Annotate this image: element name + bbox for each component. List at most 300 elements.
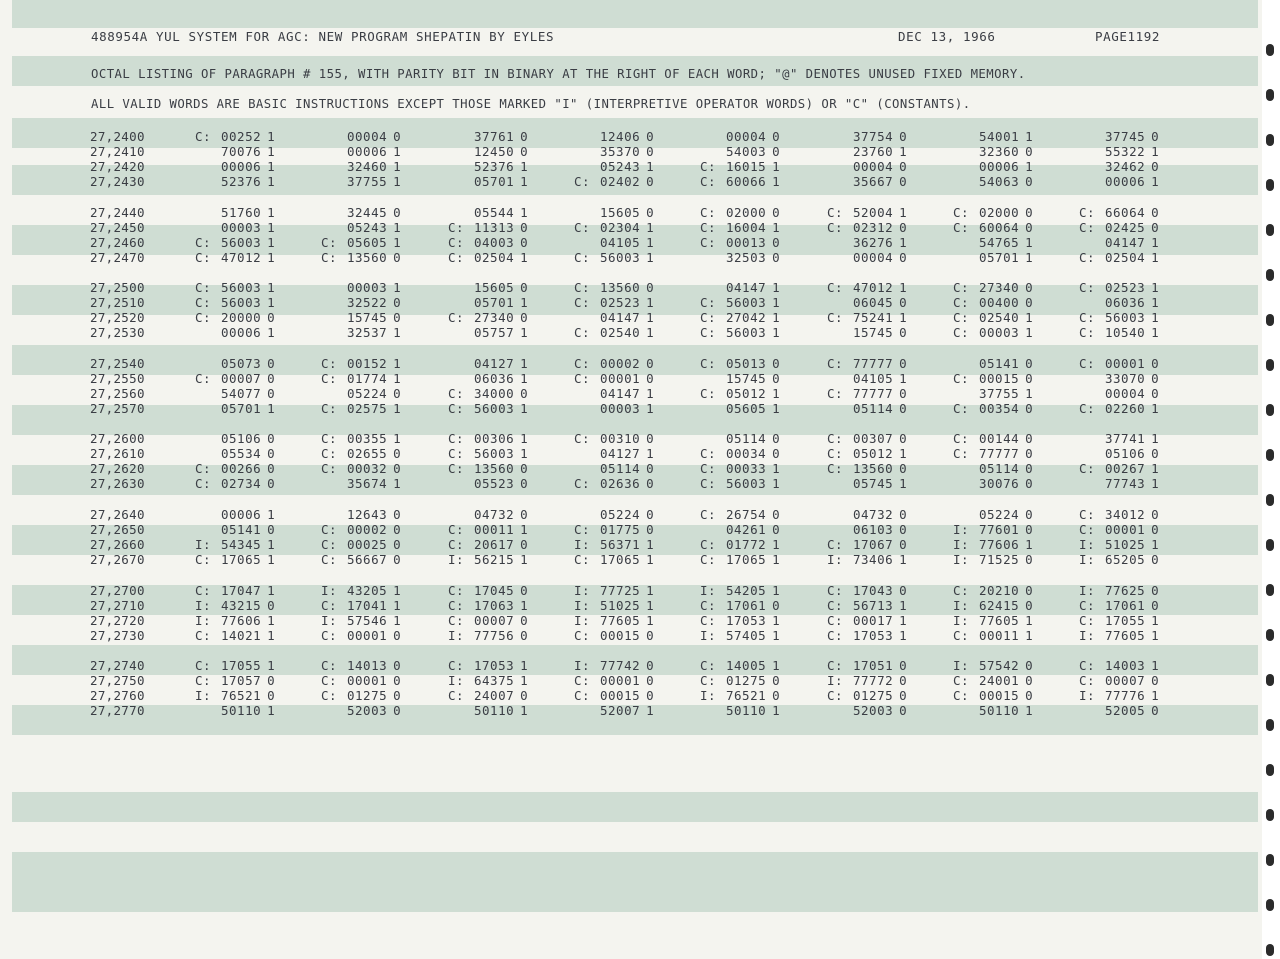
word-type-marker: C: [827, 658, 844, 674]
octal-value: 00007 [1105, 673, 1146, 689]
octal-value: 17061 [726, 597, 767, 613]
octal-word [1079, 476, 1159, 491]
octal-value: 06036 [474, 370, 515, 386]
word-type-marker: I: [953, 522, 970, 537]
parity-bit: 1 [520, 703, 529, 719]
octal-value: 05012 [853, 446, 894, 462]
word-type-marker: C: [700, 552, 717, 567]
octal-value: 00025 [347, 537, 388, 552]
octal-value: 77606 [221, 612, 262, 628]
octal-word [700, 401, 780, 416]
octal-word [574, 386, 654, 401]
octal-value: 32460 [347, 159, 388, 174]
octal-word [195, 310, 275, 325]
octal-word [953, 174, 1033, 189]
octal-value: 00354 [979, 400, 1020, 416]
feed-hole [1266, 809, 1274, 821]
octal-value: 30076 [979, 476, 1020, 492]
parity-bit: 1 [393, 370, 402, 386]
parity-bit: 0 [520, 612, 529, 628]
octal-value: 17051 [853, 658, 894, 674]
word-type-marker: C: [321, 658, 338, 674]
parity-bit: 0 [899, 431, 908, 447]
octal-word [700, 507, 780, 522]
word-type-marker: C: [574, 688, 591, 704]
octal-value: 77725 [600, 582, 641, 598]
octal-value: 00001 [600, 370, 641, 386]
octal-word [195, 703, 275, 718]
octal-word [448, 174, 528, 189]
parity-bit: 0 [899, 461, 908, 477]
octal-word [827, 431, 907, 446]
octal-word [1079, 386, 1159, 401]
octal-word [574, 446, 654, 461]
octal-word [195, 371, 275, 386]
octal-value: 37755 [979, 385, 1020, 401]
word-type-marker: C: [700, 204, 717, 220]
parity-bit: 1 [1151, 295, 1160, 311]
parity-bit: 1 [393, 476, 402, 492]
octal-value: 02312 [853, 219, 894, 235]
octal-word [827, 446, 907, 461]
parity-bit: 1 [772, 174, 781, 189]
octal-value: 32503 [726, 249, 767, 265]
octal-value: 17043 [853, 582, 894, 598]
parity-bit: 1 [1025, 612, 1034, 628]
word-type-marker: C: [827, 310, 844, 326]
parity-bit: 0 [899, 537, 908, 552]
parity-bit: 1 [267, 582, 276, 598]
octal-value: 51025 [600, 597, 641, 613]
word-type-marker: C: [321, 446, 338, 462]
octal-word [448, 688, 528, 703]
octal-value: 51760 [221, 204, 262, 220]
octal-word [953, 129, 1033, 144]
feed-hole [1266, 179, 1274, 191]
parity-bit: 1 [1151, 280, 1160, 296]
octal-value: 52376 [221, 174, 262, 189]
octal-word [448, 522, 528, 537]
octal-value: 77606 [979, 537, 1020, 552]
feed-hole [1266, 359, 1274, 371]
word-type-marker: I: [574, 597, 591, 613]
octal-word [700, 174, 780, 189]
memory-address: 27,2510 [90, 295, 145, 311]
parity-bit: 0 [1025, 204, 1034, 220]
octal-word [1079, 673, 1159, 688]
word-type-marker: C: [321, 400, 338, 416]
word-type-marker: C: [827, 204, 844, 220]
word-type-marker: C: [195, 582, 212, 598]
word-type-marker: I: [700, 627, 717, 643]
word-type-marker: I: [321, 612, 338, 628]
word-type-marker: I: [700, 582, 717, 598]
word-type-marker: C: [827, 688, 844, 704]
parity-bit: 0 [1151, 219, 1160, 235]
octal-value: 00002 [600, 355, 641, 371]
octal-value: 24007 [474, 688, 515, 704]
word-type-marker: C: [574, 431, 591, 447]
parity-bit: 0 [646, 355, 655, 371]
octal-word [448, 220, 528, 235]
octal-word [700, 583, 780, 598]
octal-value: 06045 [853, 295, 894, 311]
word-type-marker: C: [321, 597, 338, 613]
octal-value: 04732 [853, 507, 894, 522]
memory-address: 27,2550 [90, 370, 145, 386]
octal-value: 00006 [347, 144, 388, 159]
parity-bit: 0 [899, 295, 908, 311]
octal-value: 05114 [853, 400, 894, 416]
octal-value: 50110 [474, 703, 515, 719]
parity-bit: 0 [646, 688, 655, 704]
word-type-marker: I: [1079, 627, 1096, 643]
octal-word [321, 129, 401, 144]
memory-address: 27,2410 [90, 144, 145, 159]
octal-value: 77605 [1105, 627, 1146, 643]
parity-bit: 0 [1025, 658, 1034, 674]
word-type-marker: C: [953, 400, 970, 416]
octal-word [574, 583, 654, 598]
octal-word [321, 613, 401, 628]
octal-value: 16015 [726, 159, 767, 174]
octal-value: 65205 [1105, 552, 1146, 567]
octal-word [574, 401, 654, 416]
parity-bit: 1 [1151, 310, 1160, 326]
feed-hole [1266, 224, 1274, 236]
octal-word [953, 552, 1033, 567]
octal-value: 37755 [347, 174, 388, 189]
octal-word [321, 628, 401, 643]
parity-bit: 0 [1151, 507, 1160, 522]
octal-value: 05745 [853, 476, 894, 492]
word-type-marker: I: [448, 552, 465, 567]
parity-bit: 0 [1151, 673, 1160, 689]
octal-value: 04732 [474, 507, 515, 522]
parity-bit: 0 [899, 522, 908, 537]
octal-word [195, 159, 275, 174]
octal-value: 32445 [347, 204, 388, 220]
octal-value: 56003 [1105, 310, 1146, 326]
octal-word [195, 401, 275, 416]
parity-bit: 1 [267, 174, 276, 189]
parity-bit: 1 [772, 552, 781, 567]
octal-value: 01772 [726, 537, 767, 552]
word-type-marker: C: [448, 461, 465, 477]
parity-bit: 1 [520, 174, 529, 189]
word-type-marker: C: [700, 658, 717, 674]
memory-address: 27,2770 [90, 703, 145, 719]
memory-address: 27,2400 [90, 129, 145, 144]
parity-bit: 0 [520, 688, 529, 704]
page-number: PAGE1192 [1095, 29, 1161, 44]
octal-value: 52005 [1105, 703, 1146, 719]
parity-bit: 0 [1025, 446, 1034, 462]
word-type-marker: C: [448, 249, 465, 265]
octal-word [1079, 205, 1159, 220]
parity-bit: 0 [646, 507, 655, 522]
octal-word [195, 688, 275, 703]
parity-bit: 1 [1151, 431, 1160, 447]
octal-word [953, 280, 1033, 295]
parity-bit: 0 [520, 385, 529, 401]
octal-value: 01275 [853, 688, 894, 704]
octal-value: 00004 [853, 249, 894, 265]
parity-bit: 0 [646, 627, 655, 643]
octal-value: 37745 [1105, 129, 1146, 144]
parity-bit: 1 [899, 597, 908, 613]
octal-word [574, 431, 654, 446]
word-type-marker: C: [321, 537, 338, 552]
parity-bit: 0 [772, 597, 781, 613]
word-type-marker: C: [953, 431, 970, 447]
octal-word [700, 250, 780, 265]
parity-bit: 1 [772, 582, 781, 598]
word-type-marker: I: [953, 552, 970, 567]
octal-word [448, 205, 528, 220]
octal-value: 05073 [221, 355, 262, 371]
word-type-marker: C: [953, 219, 970, 235]
octal-value: 00003 [979, 325, 1020, 341]
parity-bit: 1 [1151, 627, 1160, 643]
parity-bit: 1 [1151, 612, 1160, 628]
parity-bit: 0 [899, 688, 908, 704]
octal-value: 57405 [726, 627, 767, 643]
parity-bit: 1 [520, 355, 529, 371]
octal-word [827, 129, 907, 144]
octal-word [827, 461, 907, 476]
octal-word [1079, 310, 1159, 325]
octal-value: 34012 [1105, 507, 1146, 522]
octal-value: 33070 [1105, 370, 1146, 386]
memory-address: 27,2530 [90, 325, 145, 341]
octal-value: 77601 [979, 522, 1020, 537]
octal-value: 35674 [347, 476, 388, 492]
octal-word [700, 537, 780, 552]
octal-value: 66064 [1105, 204, 1146, 220]
tractor-feed-strip [1262, 0, 1280, 959]
parity-bit: 1 [772, 295, 781, 311]
octal-word [321, 356, 401, 371]
octal-value: 05523 [474, 476, 515, 492]
word-type-marker: C: [827, 355, 844, 371]
octal-value: 00001 [1105, 355, 1146, 371]
word-type-marker: C: [321, 673, 338, 689]
octal-word [195, 658, 275, 673]
word-type-marker: C: [953, 280, 970, 296]
octal-word [953, 250, 1033, 265]
octal-value: 05224 [600, 507, 641, 522]
octal-word [574, 325, 654, 340]
octal-value: 16004 [726, 219, 767, 235]
octal-word [195, 552, 275, 567]
parity-bit: 1 [772, 537, 781, 552]
parity-bit: 1 [1151, 476, 1160, 492]
octal-word [1079, 537, 1159, 552]
octal-value: 77772 [853, 673, 894, 689]
octal-value: 02523 [600, 295, 641, 311]
octal-word [1079, 159, 1159, 174]
octal-word [195, 613, 275, 628]
memory-address: 27,2620 [90, 461, 145, 477]
parity-bit: 1 [646, 446, 655, 462]
octal-word [700, 129, 780, 144]
octal-word [827, 220, 907, 235]
memory-address: 27,2450 [90, 219, 145, 235]
octal-value: 05114 [600, 461, 641, 477]
word-type-marker: C: [700, 295, 717, 311]
feed-hole [1266, 404, 1274, 416]
parity-bit: 0 [1151, 446, 1160, 462]
parity-bit: 1 [393, 400, 402, 416]
octal-value: 00006 [221, 159, 262, 174]
parity-bit: 0 [1025, 522, 1034, 537]
word-type-marker: C: [195, 658, 212, 674]
parity-bit: 1 [393, 144, 402, 159]
octal-word [321, 688, 401, 703]
parity-bit: 0 [772, 370, 781, 386]
parity-bit: 0 [1151, 703, 1160, 719]
octal-value: 47012 [853, 280, 894, 296]
octal-value: 00001 [347, 627, 388, 643]
word-type-marker: C: [321, 234, 338, 250]
octal-value: 05701 [979, 249, 1020, 265]
word-type-marker: I: [827, 552, 844, 567]
octal-word [195, 431, 275, 446]
octal-word [827, 401, 907, 416]
feed-hole [1266, 539, 1274, 551]
word-type-marker: C: [1079, 507, 1096, 522]
octal-value: 00004 [726, 129, 767, 144]
word-type-marker: I: [953, 658, 970, 674]
word-type-marker: C: [448, 310, 465, 326]
parity-bit: 0 [1025, 370, 1034, 386]
parity-bit: 1 [1025, 234, 1034, 250]
word-type-marker: C: [448, 582, 465, 598]
word-type-marker: C: [195, 280, 212, 296]
parity-bit: 1 [267, 280, 276, 296]
octal-value: 00266 [221, 461, 262, 477]
parity-bit: 0 [899, 174, 908, 189]
octal-value: 00267 [1105, 461, 1146, 477]
octal-word [1079, 703, 1159, 718]
parity-bit: 1 [393, 174, 402, 189]
octal-word [321, 386, 401, 401]
octal-value: 02655 [347, 446, 388, 462]
octal-value: 00310 [600, 431, 641, 447]
octal-value: 77605 [600, 612, 641, 628]
octal-word [195, 386, 275, 401]
parity-bit: 0 [772, 507, 781, 522]
parity-bit: 0 [393, 204, 402, 220]
octal-value: 54077 [221, 385, 262, 401]
octal-word [827, 703, 907, 718]
parity-bit: 1 [646, 703, 655, 719]
feed-hole [1266, 44, 1274, 56]
parity-bit: 1 [520, 400, 529, 416]
octal-word [321, 431, 401, 446]
parity-bit: 1 [899, 476, 908, 492]
memory-address: 27,2440 [90, 204, 145, 220]
word-type-marker: C: [1079, 325, 1096, 341]
word-type-marker: C: [574, 673, 591, 689]
parity-bit: 0 [899, 400, 908, 416]
octal-value: 04147 [600, 385, 641, 401]
octal-value: 15605 [600, 204, 641, 220]
octal-word [700, 220, 780, 235]
octal-value: 50110 [221, 703, 262, 719]
parity-bit: 1 [520, 431, 529, 447]
octal-value: 00034 [726, 446, 767, 462]
word-type-marker: I: [195, 612, 212, 628]
word-type-marker: C: [1079, 249, 1096, 265]
octal-word [448, 537, 528, 552]
octal-word [574, 598, 654, 613]
parity-bit: 1 [899, 234, 908, 250]
octal-value: 00006 [221, 507, 262, 522]
octal-word [448, 598, 528, 613]
octal-value: 51025 [1105, 537, 1146, 552]
octal-word [700, 598, 780, 613]
word-type-marker: C: [321, 461, 338, 477]
octal-value: 00004 [853, 159, 894, 174]
word-type-marker: C: [448, 446, 465, 462]
parity-bit: 1 [899, 280, 908, 296]
octal-value: 55322 [1105, 144, 1146, 159]
word-type-marker: C: [448, 658, 465, 674]
octal-value: 00004 [1105, 385, 1146, 401]
octal-word [448, 658, 528, 673]
octal-word [195, 356, 275, 371]
octal-value: 57542 [979, 658, 1020, 674]
word-type-marker: C: [195, 295, 212, 311]
octal-word [195, 537, 275, 552]
feed-hole [1266, 764, 1274, 776]
octal-value: 54765 [979, 234, 1020, 250]
parity-bit: 0 [393, 658, 402, 674]
word-type-marker: C: [1079, 310, 1096, 326]
octal-value: 37741 [1105, 431, 1146, 447]
memory-address: 27,2610 [90, 446, 145, 462]
octal-word [195, 673, 275, 688]
octal-word [953, 446, 1033, 461]
octal-word [953, 431, 1033, 446]
word-type-marker: I: [195, 537, 212, 552]
word-type-marker: I: [827, 673, 844, 689]
parity-bit: 1 [1151, 461, 1160, 477]
octal-value: 54205 [726, 582, 767, 598]
parity-bit: 1 [520, 673, 529, 689]
parity-bit: 1 [267, 159, 276, 174]
word-type-marker: I: [1079, 552, 1096, 567]
octal-value: 05243 [600, 159, 641, 174]
octal-value: 17065 [726, 552, 767, 567]
parity-bit: 0 [772, 522, 781, 537]
octal-word [448, 144, 528, 159]
word-type-marker: C: [827, 537, 844, 552]
word-type-marker: C: [448, 219, 465, 235]
octal-value: 05757 [474, 325, 515, 341]
octal-value: 02000 [979, 204, 1020, 220]
octal-value: 56003 [726, 295, 767, 311]
octal-word [574, 371, 654, 386]
octal-word [1079, 598, 1159, 613]
octal-word [1079, 144, 1159, 159]
octal-value: 50110 [979, 703, 1020, 719]
octal-value: 02540 [979, 310, 1020, 326]
octal-value: 77756 [474, 627, 515, 643]
octal-word [700, 144, 780, 159]
